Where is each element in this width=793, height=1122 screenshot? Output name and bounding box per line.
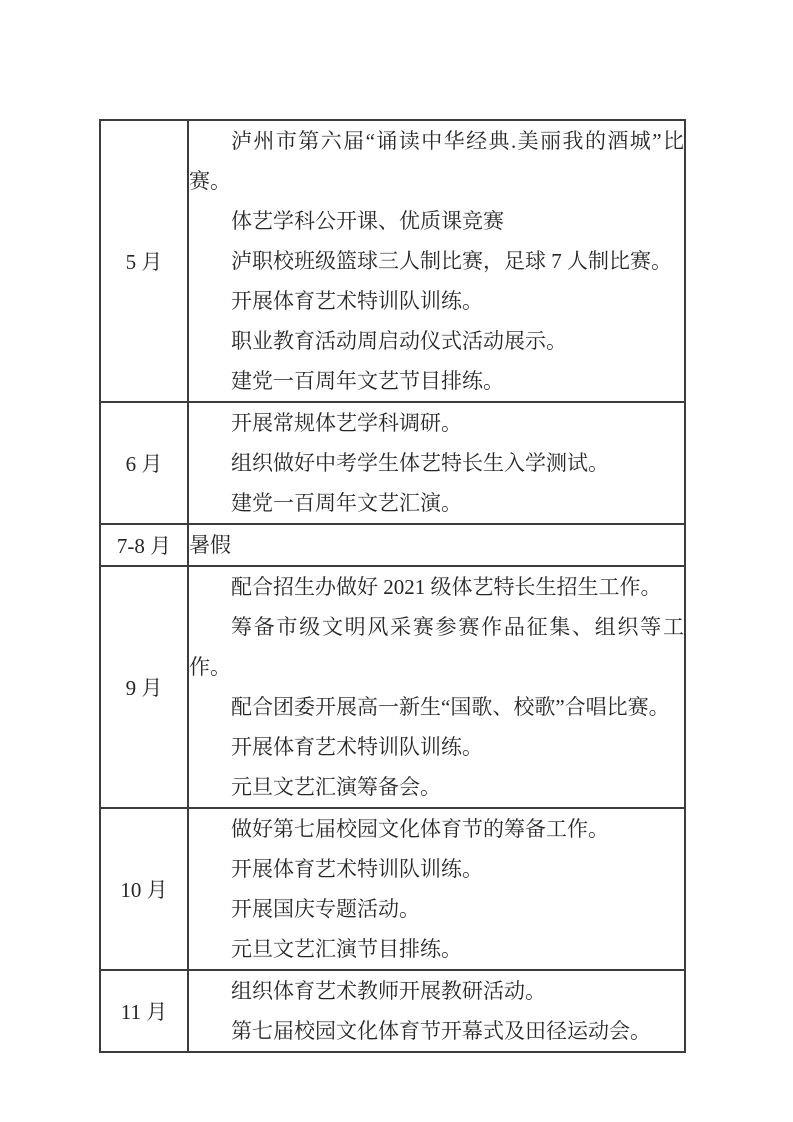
activities-cell [188, 120, 685, 402]
table-row [100, 566, 685, 808]
activity-item: 配合团委开展高一新生“国歌、校歌”合唱比赛。 [231, 695, 670, 719]
activity-item: 开展体育艺术特训队训练。 [231, 289, 483, 313]
activity-item: 开展体育艺术特训队训练。 [231, 857, 483, 881]
month-cell: 9 月 [100, 566, 188, 808]
activity-item: 元旦文艺汇演筹备会。 [231, 775, 441, 799]
activity-item: 暑假 [189, 533, 231, 557]
activity-item: 职业教育活动周启动仪式活动展示。 [231, 329, 567, 353]
table-row [100, 808, 685, 970]
activities-cell [188, 808, 685, 970]
table-row [100, 120, 685, 402]
schedule-table-body [100, 120, 685, 1052]
activity-item: 组织体育艺术教师开展教研活动。 [231, 979, 546, 1003]
activity-item: 开展常规体艺学科调研。 [231, 411, 462, 435]
activity-item: 建党一百周年文艺节目排练。 [231, 369, 504, 393]
activities-cell [188, 566, 685, 808]
activity-item: 第七届校园文化体育节开幕式及田径运动会。 [231, 1019, 651, 1043]
activities-cell [188, 970, 685, 1052]
activities-cell [188, 524, 685, 566]
activity-item: 泸职校班级篮球三人制比赛，足球 7 人制比赛。 [231, 249, 672, 273]
activity-item: 泸州市第六届“诵读中华经典.美丽我的酒城”比赛。 [189, 129, 684, 193]
activity-item: 开展国庆专题活动。 [231, 897, 420, 921]
month-cell: 10 月 [100, 808, 188, 970]
month-cell: 7-8 月 [100, 524, 188, 566]
month-cell: 6 月 [100, 402, 188, 524]
activity-item: 建党一百周年文艺汇演。 [231, 491, 462, 515]
month-cell: 5 月 [100, 120, 188, 402]
schedule-table [99, 119, 686, 1053]
month-cell: 11 月 [100, 970, 188, 1052]
table-row [100, 524, 685, 566]
table-row [100, 970, 685, 1052]
activity-item: 体艺学科公开课、优质课竞赛 [231, 209, 504, 233]
table-row [100, 402, 685, 524]
activity-item: 组织做好中考学生体艺特长生入学测试。 [231, 451, 609, 475]
activity-item: 配合招生办做好 2021 级体艺特长生招生工作。 [231, 575, 662, 599]
activity-item: 开展体育艺术特训队训练。 [231, 735, 483, 759]
activities-cell [188, 402, 685, 524]
activity-item: 做好第七届校园文化体育节的筹备工作。 [231, 817, 609, 841]
activity-item: 筹备市级文明风采赛参赛作品征集、组织等工作。 [189, 615, 684, 679]
activity-item: 元旦文艺汇演节目排练。 [231, 937, 462, 961]
